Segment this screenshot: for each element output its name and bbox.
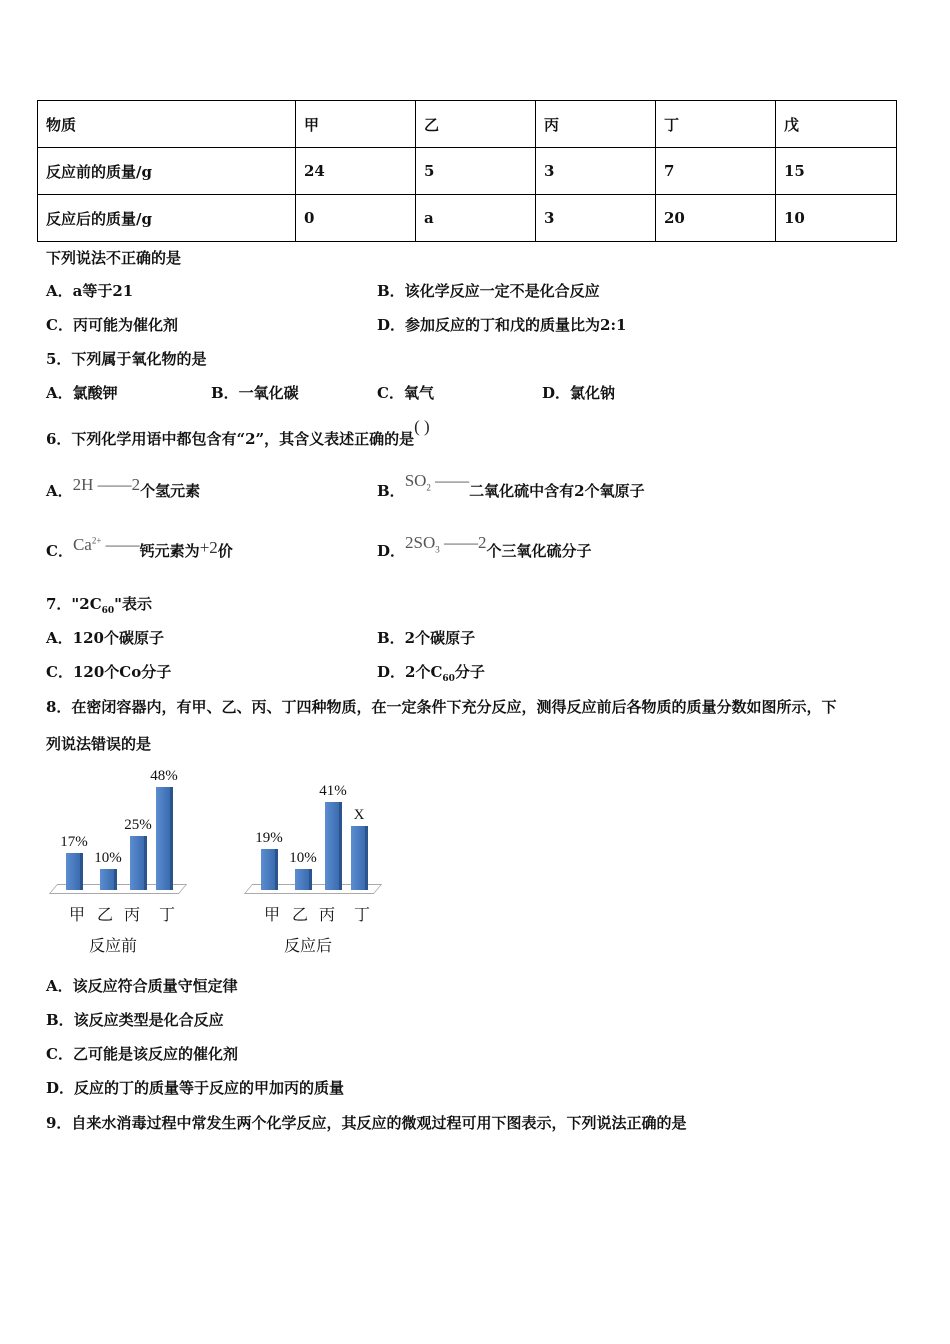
table-header-row (38, 101, 897, 148)
subscript: 60 (442, 674, 455, 684)
bar-甲 (261, 849, 278, 890)
formula (73, 475, 141, 494)
option-letter: D． (377, 542, 406, 560)
q9-stem: 9．自来水消毒过程中常发生两个化学反应，其反应的微观过程可用下图表示，下列说法正确的是 (46, 1114, 687, 1132)
q5-option-d: D．氯化钠 (542, 384, 616, 402)
formula-dash: —— (105, 535, 140, 554)
option-text: 价 (217, 542, 233, 560)
q6-option-d (377, 533, 592, 562)
table-cell: 20 (656, 195, 776, 242)
formula (405, 533, 487, 555)
q4-option-d: D．参加反应的丁和戊的质量比为2:1 (377, 316, 627, 334)
q7-option-a: A．120个碳原子 (46, 629, 164, 647)
option-text: 钙元素为 (139, 542, 200, 560)
q5-stem: 5．下列属于氧化物的是 (46, 350, 207, 368)
q8-option-b: B．该反应类型是化合反应 (46, 1011, 224, 1029)
option-text: 个三氧化硫分子 (486, 542, 592, 560)
q7-option-b: B．2个碳原子 (377, 629, 476, 647)
bar-丁 (351, 826, 368, 891)
q8-stem-line2: 列说法错误的是 (46, 735, 152, 753)
data-label: 10% (289, 849, 317, 866)
table-cell: 10 (776, 195, 897, 242)
data-label: 19% (255, 830, 283, 847)
data-label: 10% (94, 849, 122, 866)
option-letter: B． (377, 482, 405, 500)
q4-stem: 下列说法不正确的是 (46, 249, 182, 267)
valence: +2 (199, 538, 218, 557)
q7-option-d (377, 661, 485, 684)
subscript: 60 (101, 606, 115, 616)
formula-text: 2H (72, 475, 94, 494)
q8-option-d: D．反应的丁的质量等于反应的甲加丙的质量 (46, 1079, 345, 1097)
category-label: 甲 (264, 905, 281, 924)
data-label: 41% (319, 782, 347, 799)
bar-乙 (100, 869, 117, 891)
answer-paren: ( ) (414, 417, 430, 436)
q5-option-b: B．一氧化碳 (211, 384, 299, 402)
table-cell: 3 (536, 195, 656, 242)
subscript: 3 (435, 544, 440, 555)
chart-after (240, 760, 390, 960)
table-cell: 丙 (536, 101, 656, 148)
bar-乙 (295, 869, 312, 891)
q4-option-a: A．a等于21 (46, 282, 134, 300)
q8-stem-line1: 8．在密闭容器内，有甲、乙、丙、丁四种物质，在一定条件下充分反应，测得反应前后各物质的质量分数如图所示，下 (46, 698, 837, 716)
formula-dash: ——2 (444, 533, 487, 552)
chart-before (45, 760, 195, 960)
category-label: 丁 (159, 905, 176, 924)
q7-option-c: C．120个Co分子 (46, 663, 172, 681)
formula (73, 535, 140, 554)
superscript: 2+ (91, 535, 102, 546)
category-label: 乙 (292, 905, 309, 924)
formula-dash: —— (435, 471, 470, 490)
category-label: 丁 (354, 905, 371, 924)
q7-stem (46, 593, 152, 616)
data-label: 48% (150, 767, 178, 784)
table-cell: a (416, 195, 536, 242)
option-letter: C． (46, 542, 73, 560)
stem-text: "表示 (114, 595, 152, 613)
q5-option-a: A．氯酸钾 (46, 384, 118, 402)
table-cell: 3 (536, 148, 656, 195)
data-label: 17% (60, 834, 88, 851)
formula-dash: ——2 (97, 475, 141, 494)
category-label: 甲 (69, 905, 86, 924)
category-label: 丙 (124, 905, 141, 924)
table-cell: 0 (296, 195, 416, 242)
table-row (38, 195, 897, 242)
stem-text: 7．"2C (46, 595, 102, 613)
formula (404, 471, 470, 493)
table-cell: 7 (656, 148, 776, 195)
q6-stem-text: 6．下列化学用语中都包含有“2”，其含义表述正确的是 (46, 430, 415, 448)
q6-option-c (46, 535, 233, 561)
table-cell: 甲 (296, 101, 416, 148)
bar-丙 (130, 836, 147, 890)
q4-option-c: C．丙可能为催化剂 (46, 316, 178, 334)
table-cell: 物质 (38, 101, 296, 148)
table-cell: 乙 (416, 101, 536, 148)
formula-text: Ca (72, 535, 92, 554)
chart-title: 反应后 (284, 936, 333, 955)
q6-option-a (46, 475, 201, 501)
option-text: 分子 (454, 663, 485, 681)
table-cell: 反应前的质量/g (38, 148, 296, 195)
option-text: 个氢元素 (140, 482, 201, 500)
table-cell: 5 (416, 148, 536, 195)
option-text: 二氧化硫中含有2个氧原子 (469, 482, 645, 500)
mass-table (37, 100, 897, 242)
q8-option-c: C．乙可能是该反应的催化剂 (46, 1045, 238, 1063)
option-text: D．2个C (377, 663, 443, 681)
data-label: 25% (124, 817, 152, 834)
chart-title: 反应前 (89, 936, 138, 955)
category-label: 丙 (319, 905, 336, 924)
table-cell: 反应后的质量/g (38, 195, 296, 242)
table-cell: 15 (776, 148, 897, 195)
table-cell: 24 (296, 148, 416, 195)
bar-甲 (66, 853, 83, 890)
subscript: 2 (426, 482, 431, 493)
table-cell: 戊 (776, 101, 897, 148)
q8-option-a: A．该反应符合质量守恒定律 (46, 977, 238, 995)
q6-option-b (377, 471, 645, 502)
option-letter: A． (46, 482, 73, 500)
bar-丁 (156, 787, 173, 890)
q5-option-c: C．氧气 (377, 384, 434, 402)
formula-text: 2SO (405, 533, 436, 552)
data-label: X (353, 806, 365, 823)
q4-option-b: B．该化学反应一定不是化合反应 (377, 282, 600, 300)
q6-stem (46, 417, 430, 449)
table-row (38, 148, 897, 195)
category-label: 乙 (97, 905, 114, 924)
table-cell: 丁 (656, 101, 776, 148)
formula-text: SO (404, 471, 427, 490)
